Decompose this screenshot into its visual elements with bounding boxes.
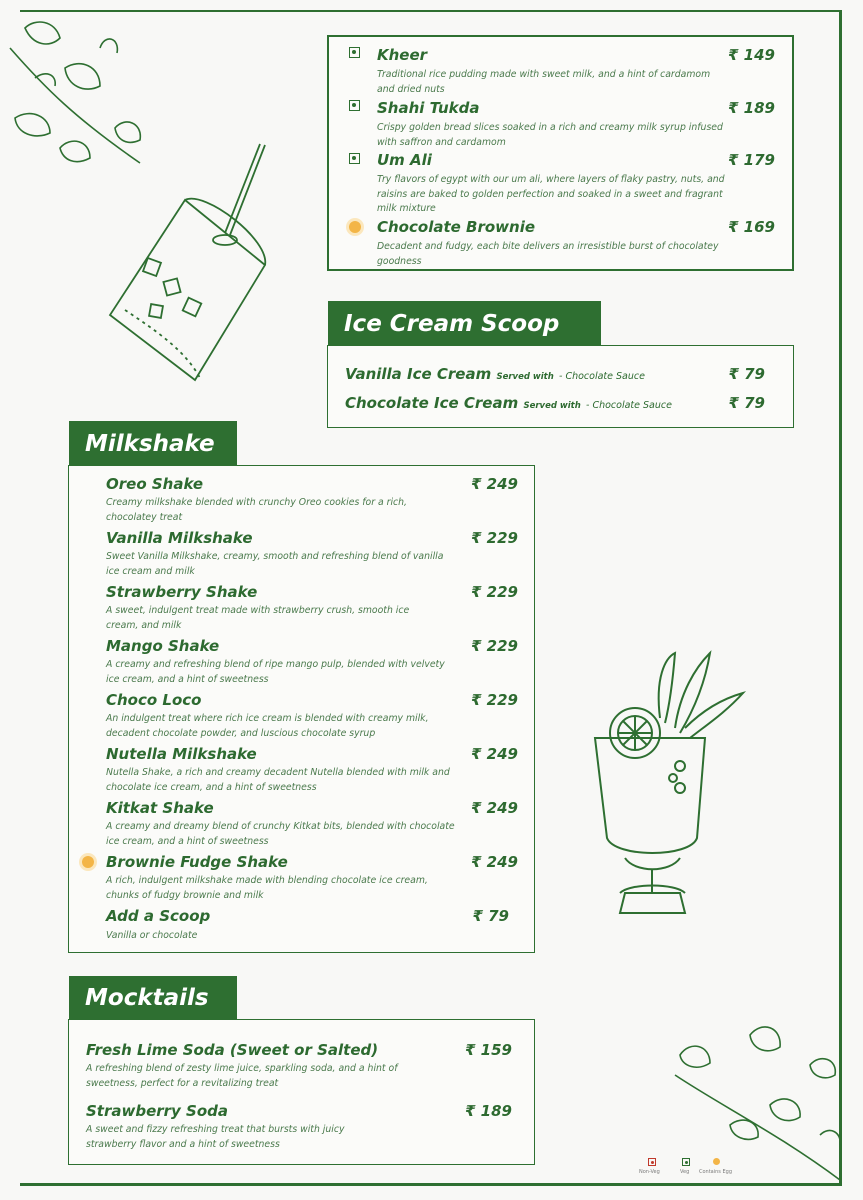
milkshake-price: ₹ 229 — [471, 583, 518, 601]
dessert-price: ₹ 149 — [728, 46, 775, 64]
veg-icon — [682, 1158, 690, 1166]
veg-icon — [349, 47, 360, 58]
legend-veg-label: Veg — [680, 1169, 690, 1175]
milkshake-price: ₹ 229 — [471, 691, 518, 709]
milkshake-desc: Vanilla or chocolate — [106, 930, 198, 941]
milkshake-price: ₹ 229 — [471, 529, 518, 547]
milkshake-price: ₹ 249 — [471, 799, 518, 817]
milkshake-name: Vanilla Milkshake — [106, 529, 253, 547]
milkshake-name: Strawberry Shake — [106, 583, 258, 601]
dessert-desc: Crispy golden bread slices soaked in a rich and creamy milk syrup infused with saffron and cardamom — [377, 122, 723, 148]
served-with-label: Served with — [523, 401, 581, 411]
milkshake-price: ₹ 249 — [471, 745, 518, 763]
iced-drink-illustration — [95, 140, 280, 390]
ice-cream-price: ₹ 79 — [728, 394, 765, 412]
nonveg-icon — [648, 1158, 656, 1166]
served-with-label: Served with — [496, 372, 554, 382]
milkshake-desc: A sweet, indulgent treat made with strawberry crush, smooth ice cream, and milk — [106, 605, 410, 631]
mocktail-name: Fresh Lime Soda (Sweet or Salted) — [86, 1041, 379, 1059]
sauce-label: - Chocolate Sauce — [586, 400, 672, 411]
veg-icon — [349, 100, 360, 111]
ice-cream-item — [345, 394, 672, 412]
dessert-name: Kheer — [377, 46, 428, 64]
ice-cream-price: ₹ 79 — [728, 365, 765, 383]
mocktail-glass-illustration — [585, 648, 750, 920]
mocktail-price: ₹ 189 — [465, 1102, 512, 1120]
mocktail-desc: A refreshing blend of zesty lime juice, sparkling soda, and a hint of sweetness, perfect for a revitalizing treat — [86, 1063, 398, 1089]
dessert-name: Chocolate Brownie — [377, 218, 536, 236]
ice-cream-header: Ice Cream Scoop — [328, 301, 601, 346]
milkshake-price: ₹ 249 — [471, 853, 518, 871]
egg-icon — [82, 856, 94, 868]
milkshake-name: Oreo Shake — [106, 475, 204, 493]
mocktail-price: ₹ 159 — [465, 1041, 512, 1059]
mocktails-header: Mocktails — [69, 976, 237, 1020]
dessert-desc: Traditional rice pudding made with sweet milk, and a hint of cardamom and dried nuts — [377, 69, 711, 95]
legend-nonveg-label: Non-Veg — [639, 1169, 660, 1175]
dessert-price: ₹ 169 — [728, 218, 775, 236]
milkshake-name: Add a Scoop — [106, 907, 211, 925]
dessert-price: ₹ 189 — [728, 99, 775, 117]
legend-egg-label: Contains Egg — [699, 1169, 733, 1175]
veg-icon — [349, 153, 360, 164]
mocktail-name: Strawberry Soda — [86, 1102, 229, 1120]
egg-icon — [349, 221, 361, 233]
milkshake-price: ₹ 229 — [471, 637, 518, 655]
egg-icon — [713, 1158, 720, 1165]
milkshake-desc: A rich, indulgent milkshake made with blending chocolate ice cream, chunks of fudgy brownie and milk — [106, 875, 428, 901]
milkshake-name: Kitkat Shake — [106, 799, 214, 817]
dessert-name: Um Ali — [377, 151, 432, 169]
dessert-name: Shahi Tukda — [377, 99, 480, 117]
milkshake-name: Mango Shake — [106, 637, 220, 655]
milkshake-header: Milkshake — [69, 421, 237, 466]
dessert-desc: Try flavors of egypt with our um ali, where layers of flaky pastry, nuts, and raisins are baked to golden perfection and soaked in a sweet and fragrant milk mixture — [377, 174, 725, 214]
milkshake-name: Brownie Fudge Shake — [106, 853, 288, 871]
milkshake-price: ₹ 249 — [471, 475, 518, 493]
dessert-price: ₹ 179 — [728, 151, 775, 169]
milkshake-box — [68, 465, 535, 953]
milkshake-name: Choco Loco — [106, 691, 202, 709]
milkshake-desc: Sweet Vanilla Milkshake, creamy, smooth and refreshing blend of vanilla ice cream and milk — [106, 551, 444, 577]
milkshake-desc: A creamy and dreamy blend of crunchy Kitkat bits, blended with chocolate ice cream, and a hint of sweetness — [106, 821, 455, 847]
milkshake-desc: Creamy milkshake blended with crunchy Oreo cookies for a rich, chocolatey treat — [106, 497, 408, 523]
milkshake-price: ₹ 79 — [472, 907, 509, 925]
ice-cream-box — [327, 345, 794, 428]
legend — [636, 1158, 746, 1178]
ice-cream-name: Chocolate Ice Cream — [345, 394, 519, 412]
sauce-label: - Chocolate Sauce — [559, 371, 645, 382]
milkshake-desc: A creamy and refreshing blend of ripe mango pulp, blended with velvety ice cream, and a hint of sweetness — [106, 659, 445, 685]
milkshake-desc: An indulgent treat where rich ice cream is blended with creamy milk, decadent chocolate powder, and luscious chocolate syrup — [106, 713, 429, 739]
ice-cream-name: Vanilla Ice Cream — [345, 365, 492, 383]
desserts-box — [327, 35, 794, 271]
milkshake-desc: Nutella Shake, a rich and creamy decadent Nutella blended with milk and chocolate ice cream, and a hint of sweetness — [106, 767, 450, 793]
dessert-desc: Decadent and fudgy, each bite delivers an irresistible burst of chocolatey goodness — [377, 241, 719, 267]
ice-cream-item — [345, 365, 645, 383]
mocktail-desc: A sweet and fizzy refreshing treat that bursts with juicy strawberry flavor and a hint of sweetness — [86, 1124, 345, 1150]
milkshake-name: Nutella Milkshake — [106, 745, 257, 763]
mocktails-box — [68, 1019, 535, 1165]
